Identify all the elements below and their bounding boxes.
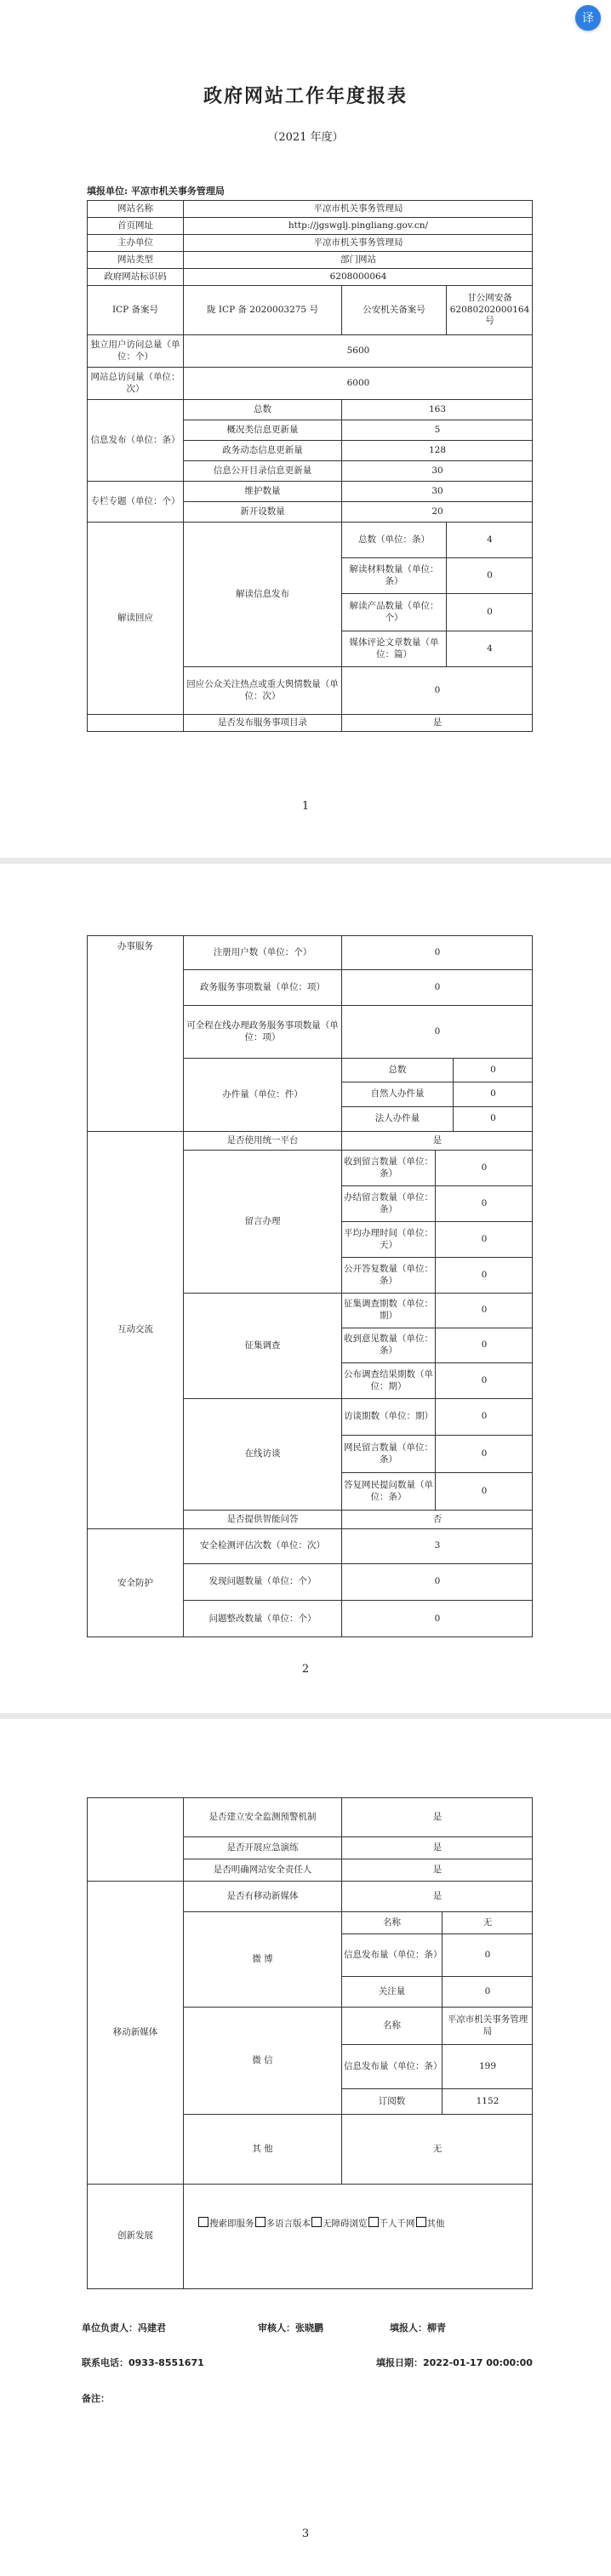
- msg-done-label: 办结留言数量（单位：条）: [342, 1186, 436, 1222]
- weibo-info-value: 0: [443, 1934, 533, 1977]
- site-type-value: 部门网站: [184, 252, 533, 269]
- site-name-label: 网站名称: [88, 201, 184, 218]
- wechat-info-value: 199: [443, 2045, 533, 2089]
- reviewer: 审核人：张晓鹏: [258, 2322, 323, 2333]
- new-media-label: 移动新媒体: [88, 1882, 184, 2185]
- msg-time-value: 0: [436, 1222, 533, 1258]
- issues-found-value: 0: [342, 1564, 533, 1601]
- unique-visitors-value: 5600: [184, 335, 533, 368]
- security-scan-label: 安全检测评估次数（单位：次）: [184, 1529, 342, 1564]
- site-code-value: 6208000064: [184, 269, 533, 286]
- innovation-options: [184, 2185, 533, 2288]
- innovation-option[interactable]: 多语言版本: [254, 2217, 311, 2230]
- page-title: 政府网站工作年度报表: [203, 85, 408, 107]
- interp-material-value: 0: [447, 558, 533, 594]
- handle-total-value: 0: [454, 1059, 533, 1082]
- weibo-label: 微 博: [184, 1912, 342, 2008]
- interview-ans-label: 答复网民提问数量（单位：条）: [342, 1473, 436, 1511]
- handle-total-label: 总数: [342, 1059, 454, 1082]
- other-media-value: 无: [342, 2115, 533, 2185]
- weibo-info-label: 信息发布量（单位：条）: [342, 1934, 443, 1977]
- innovation-option[interactable]: 千人千网: [368, 2217, 415, 2230]
- interview-ans-value: 0: [436, 1473, 533, 1511]
- survey-opinions-value: 0: [436, 1328, 533, 1363]
- column-new-value: 20: [342, 502, 533, 523]
- sponsor-value: 平凉市机关事务管理局: [184, 235, 533, 252]
- online-interview-label: 在线访谈: [184, 1399, 342, 1511]
- checkbox-icon[interactable]: [311, 2217, 322, 2227]
- info-total-value: 163: [342, 400, 533, 420]
- weibo-follow-value: 0: [443, 1977, 533, 2008]
- monitor-label: 是否建立安全监测预警机制: [184, 1798, 342, 1837]
- msg-pub-value: 0: [436, 1258, 533, 1294]
- info-dynamic-label: 政务动态信息更新量: [184, 441, 342, 461]
- checkbox-icon[interactable]: [368, 2217, 379, 2227]
- page-number: 3: [301, 2527, 310, 2540]
- drill-label: 是否开展应急演练: [184, 1837, 342, 1859]
- info-overview-label: 概况类信息更新量: [184, 420, 342, 441]
- page-number: 2: [301, 1663, 310, 1676]
- translate-icon[interactable]: 译: [575, 5, 601, 31]
- wechat-sub-label: 订阅数: [342, 2089, 443, 2115]
- issues-fixed-value: 0: [434, 1613, 441, 1624]
- filler: 填报人：柳青: [390, 2322, 446, 2333]
- handle-corp-label: 法人办件量: [342, 1107, 454, 1132]
- interview-msgs-value: 0: [436, 1436, 533, 1473]
- homepage-label: 首页网址: [88, 218, 184, 235]
- interview-msgs-label: 网民留言数量（单位：条）: [342, 1436, 436, 1473]
- service-items-label: 政务服务事项数量（单位：项）: [184, 970, 342, 1006]
- page-separator: [0, 1713, 611, 1719]
- monitor-value: 是: [342, 1798, 533, 1837]
- police-record-value: 甘公网安备 62080202000164 号: [447, 286, 533, 335]
- remarks: 备注：: [82, 2393, 110, 2404]
- drill-value: 是: [342, 1837, 533, 1859]
- interpretation-publish-label: 解读信息发布: [184, 523, 342, 667]
- page-number: 1: [301, 800, 310, 813]
- info-catalog-label: 信息公开目录信息更新量: [184, 461, 342, 482]
- message-handling-label: 留言办理: [184, 1151, 342, 1294]
- has-media-label: 是否有移动新媒体: [184, 1882, 342, 1912]
- issues-found-label: 发现问题数量（单位：个）: [184, 1564, 342, 1601]
- icp-value: 陇 ICP 备 2020003275 号: [184, 286, 342, 335]
- msg-recv-label: 收到留言数量（单位：条）: [342, 1151, 436, 1186]
- site-name-value: 平凉市机关事务管理局: [184, 201, 533, 218]
- police-record-label: 公安机关备案号: [342, 286, 447, 335]
- checkbox-icon[interactable]: [255, 2217, 266, 2227]
- column-topic-label: 专栏专题（单位：个）: [88, 482, 184, 523]
- handle-label: 办件量（单位：件）: [184, 1059, 342, 1132]
- interp-media-value: 4: [447, 631, 533, 667]
- wechat-sub-value: 1152: [443, 2089, 533, 2115]
- hot-response-value: 0: [342, 667, 533, 715]
- handle-person-value: 0: [454, 1082, 533, 1107]
- report-table-page3: [87, 1797, 533, 2289]
- interp-media-label: 媒体评论文章数量（单位：篇）: [342, 631, 447, 667]
- unit-head: 单位负责人：冯建君: [82, 2322, 166, 2333]
- innovation-option[interactable]: 搜索即服务: [197, 2217, 254, 2230]
- checkbox-icon[interactable]: [416, 2217, 426, 2227]
- security-label: 安全防护: [88, 1529, 184, 1637]
- homepage-value: http://jgswglj.pingliang.gov.cn/: [184, 218, 533, 235]
- wechat-label: 微 信: [184, 2008, 342, 2115]
- column-maintain-label: 维护数量: [184, 482, 342, 502]
- smart-qa-value: 否: [342, 1511, 533, 1529]
- info-total-label: 总数: [184, 400, 342, 420]
- info-release-label: 信息发布（单位：条）: [88, 400, 184, 482]
- directory-label: 是否发布服务事项目录: [184, 715, 342, 732]
- interp-total-label: 总数（单位：条）: [342, 523, 447, 558]
- survey-opinions-label: 收到意见数量（单位：条）: [342, 1328, 436, 1363]
- responsible-value: 是: [342, 1859, 533, 1882]
- info-catalog-value: 30: [342, 461, 533, 482]
- interview-periods-label: 访谈期数（单位：期）: [342, 1399, 436, 1436]
- service-items-value: 0: [342, 970, 533, 1006]
- survey-periods-value: 0: [436, 1294, 533, 1328]
- report-table-page1: [87, 200, 533, 732]
- interview-periods-value: 0: [436, 1399, 533, 1436]
- info-overview-value: 5: [342, 420, 533, 441]
- contact-phone: 联系电话：0933-8551671: [82, 2357, 204, 2368]
- fill-date: 填报日期：2022-01-17 00:00:00: [376, 2357, 533, 2368]
- page-views-value: 6000: [184, 368, 533, 400]
- fill-unit: 填报单位: 平凉市机关事务管理局: [87, 186, 225, 197]
- msg-recv-value: 0: [436, 1151, 533, 1186]
- unified-platform-label: 是否使用统一平台: [184, 1132, 342, 1151]
- reg-users-label: 注册用户数（单位：个）: [184, 936, 342, 970]
- innovation-label: 创新发展: [88, 2185, 184, 2288]
- innovation-option[interactable]: 无障碍浏览: [311, 2217, 368, 2230]
- blank-cell: [88, 715, 184, 732]
- weibo-name-label: 名称: [342, 1912, 443, 1934]
- sponsor-label: 主办单位: [88, 235, 184, 252]
- wechat-name-label: 名称: [342, 2008, 443, 2045]
- site-type-label: 网站类型: [88, 252, 184, 269]
- handle-person-label: 自然人办件量: [342, 1082, 454, 1107]
- info-dynamic-value: 128: [342, 441, 533, 461]
- online-items-label: 可全程在线办理政务服务事项数量（单位：项）: [184, 1006, 342, 1059]
- unique-visitors-label: 独立用户访问总量（单位：个）: [88, 335, 184, 368]
- innovation-option[interactable]: 其他: [415, 2217, 445, 2230]
- survey-periods-label: 征集调查期数（单位：期）: [342, 1294, 436, 1328]
- interp-total-value: 4: [447, 523, 533, 558]
- msg-pub-label: 公开答复数量（单位：条）: [342, 1258, 436, 1294]
- column-maintain-value: 30: [342, 482, 533, 502]
- report-year: （2021 年度）: [267, 131, 344, 144]
- page-separator: [0, 858, 611, 864]
- interp-material-label: 解读材料数量（单位：条）: [342, 558, 447, 594]
- interp-product-value: 0: [447, 594, 533, 631]
- interpretation-label: 解读回应: [88, 523, 184, 715]
- survey-results-label: 公布调查结果期数（单位：期）: [342, 1363, 436, 1399]
- has-media-value: 是: [342, 1882, 533, 1912]
- issues-fixed-label: 问题整改数量（单位：个）: [184, 1601, 342, 1637]
- msg-done-value: 0: [436, 1186, 533, 1222]
- unified-platform-value: 是: [342, 1132, 533, 1151]
- smart-qa-label: 是否提供智能问答: [184, 1511, 342, 1529]
- hot-response-label: 回应公众关注热点或重大舆情数量（单位：次）: [184, 667, 342, 715]
- page-views-label: 网站总访问量（单位：次）: [88, 368, 184, 400]
- weibo-follow-label: 关注量: [342, 1977, 443, 2008]
- handle-corp-value: 0: [454, 1107, 533, 1132]
- security-scan-value: 3: [342, 1529, 533, 1564]
- survey-label: 征集调查: [184, 1294, 342, 1399]
- reg-users-value: 0: [342, 936, 533, 970]
- report-table-page2: [87, 935, 533, 1637]
- service-label: 办事服务: [88, 936, 184, 1132]
- directory-value: 是: [432, 717, 443, 728]
- interaction-label: 互动交流: [88, 1132, 184, 1529]
- icp-label: ICP 备案号: [88, 286, 184, 335]
- interp-product-label: 解读产品数量（单位：个）: [342, 594, 447, 631]
- online-items-value: 0: [342, 1006, 533, 1059]
- survey-results-value: 0: [436, 1363, 533, 1399]
- site-code-label: 政府网站标识码: [88, 269, 184, 286]
- other-media-label: 其 他: [184, 2115, 342, 2185]
- column-new-label: 新开设数量: [184, 502, 342, 523]
- checkbox-icon[interactable]: [198, 2217, 208, 2227]
- blank-cell: [88, 1798, 184, 1882]
- responsible-label: 是否明确网站安全责任人: [184, 1859, 342, 1882]
- weibo-name-value: 无: [443, 1912, 533, 1934]
- wechat-name-value: 平凉市机关事务管理局: [443, 2008, 533, 2045]
- msg-time-label: 平均办理时间（单位：天）: [342, 1222, 436, 1258]
- wechat-info-label: 信息发布量（单位：条）: [342, 2045, 443, 2089]
